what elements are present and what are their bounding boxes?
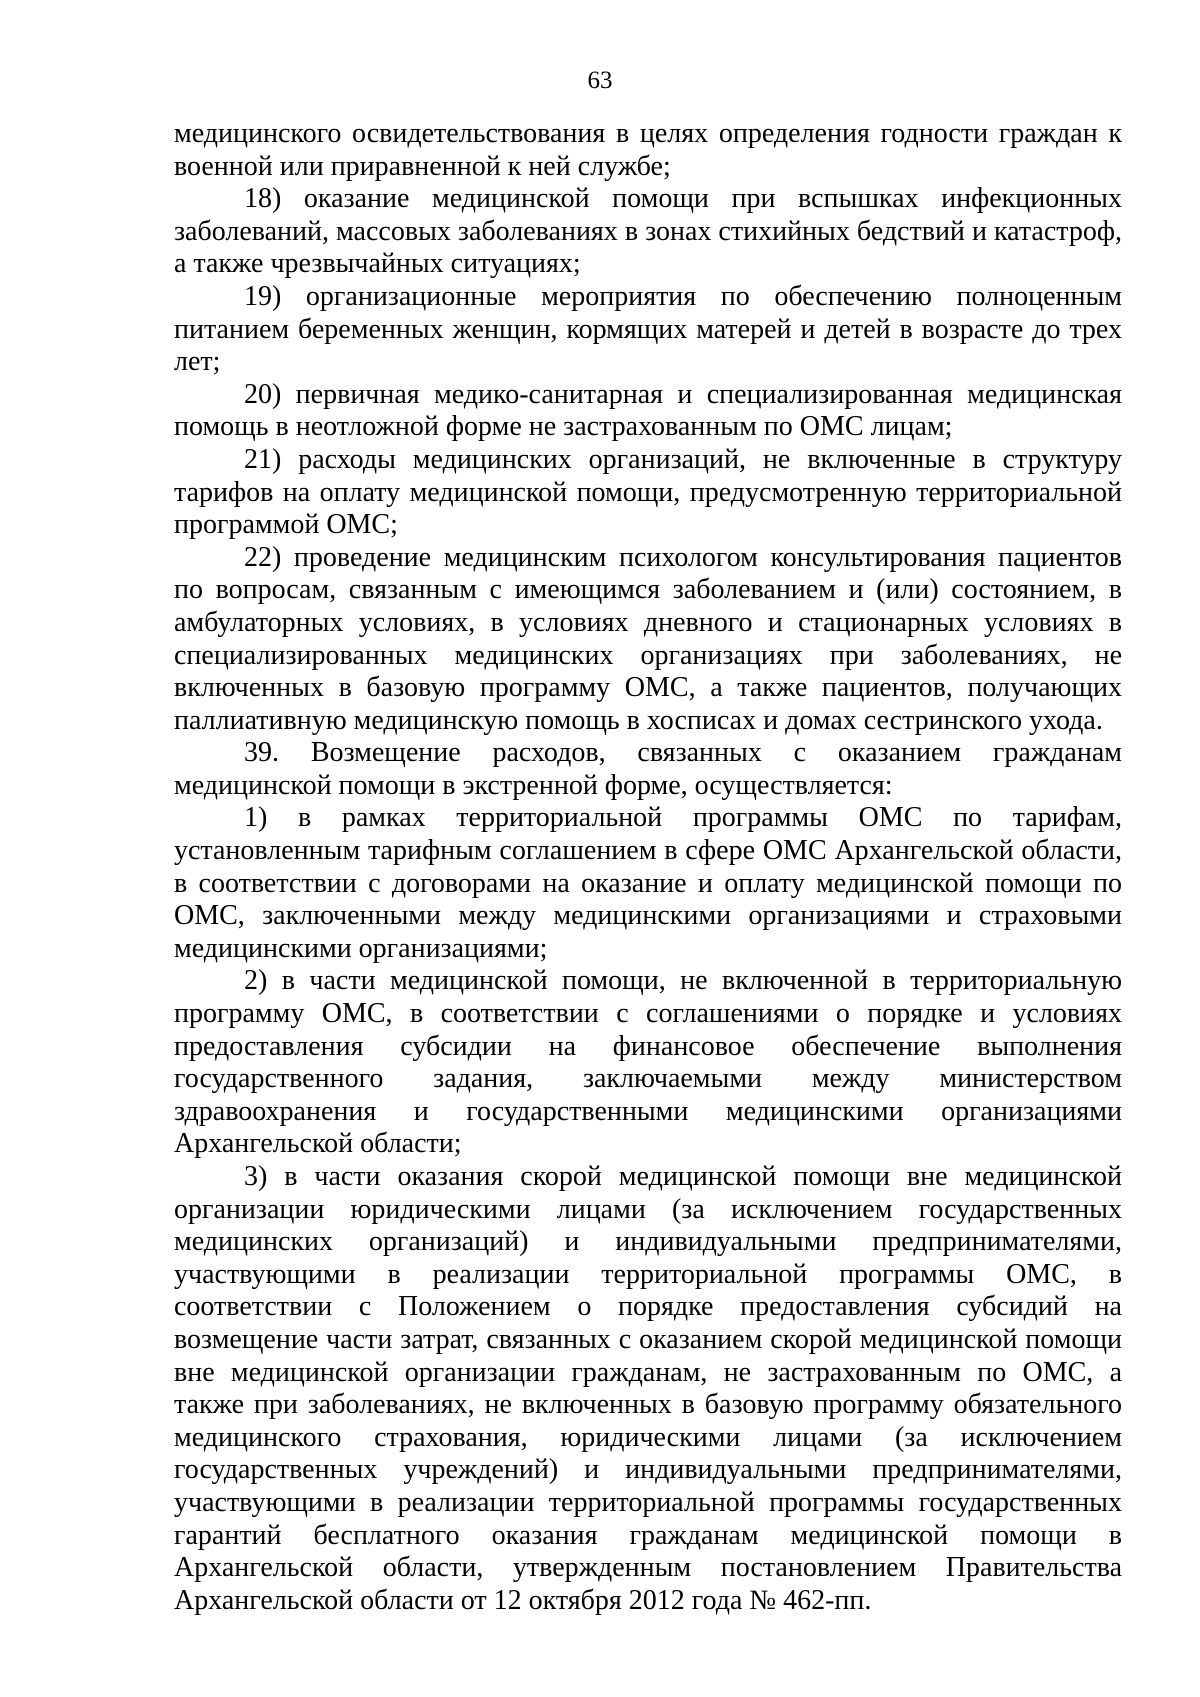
document-body (174, 118, 1122, 1617)
paragraph-section-39: 39. Возмещение расходов, связанных с оказанием гражданам медицинской помощи в экстренной форме, осуществляется: (174, 737, 1122, 801)
paragraph-item-18: 18) оказание медицинской помощи при вспышках инфекционных заболеваний, массовых заболеваниях в зонах стихийных бедствий и катастроф, а также чрезвычайных ситуациях; (174, 183, 1122, 280)
paragraph-subitem-1: 1) в рамках территориальной программы ОМС по тарифам, установленным тарифным соглашением в сфере ОМС Архангельской области, в соответствии с договорами на оказание и оплату медицинской помощи по ОМС, заключенными между медицинскими организациями и страховыми медицинскими организациями; (174, 802, 1122, 964)
paragraph-item-20: 20) первичная медико-санитарная и специализированная медицинская помощь в неотложной форме не застрахованным по ОМС лицам; (174, 378, 1122, 443)
paragraph-item-19: 19) организационные мероприятия по обеспечению полноценным питанием беременных женщин, кормящих матерей и детей в возрасте до трех лет; (174, 280, 1122, 378)
paragraph-item-21: 21) расходы медицинских организаций, не включенные в структуру тарифов на оплату медицинской помощи, предусмотренную территориальной программой ОМС; (174, 443, 1122, 541)
paragraph-continuation: медицинского освидетельствования в целях определения годности граждан к военной или приравненной к ней службе; (174, 118, 1122, 182)
page-number: 63 (587, 67, 613, 94)
paragraph-subitem-3: 3) в части оказания скорой медицинской помощи вне медицинской организации юридическими лицами (за исключением государственных медицинских организаций) и индивидуальными предпринимателями, участвующими в реализации территориальной программы ОМС, в соответствии с Положением о порядке предоставления субсидий на возмещение части затрат, связанных с оказанием скорой медицинской помощи вне медицинской организации гражданам, не застрахованным по ОМС, а также при заболеваниях, не включенных в базовую программу обязательного медицинского страхования, юридическими лицами (за исключением государственных учреждений) и индивидуальными предпринимателями, участвующими в реализации территориальной программы государственных гарантий бесплатного оказания гражданам медицинской помощи в Архангельской области, утвержденным постановлением Правительства Архангельской области от 12 октября 2012 года № 462-пп. (174, 1161, 1122, 1616)
paragraph-item-22: 22) проведение медицинским психологом консультирования пациентов по вопросам, связанным с имеющимся заболеванием и (или) состоянием, в амбулаторных условиях, в условиях дневного и стационарных условиях в специализированных медицинских организациях при заболеваниях, не включенных в базовую программу ОМС, а также пациентов, получающих паллиативную медицинскую помощь в хосписах и домах сестринского ухода. (174, 541, 1122, 736)
paragraph-subitem-2: 2) в части медицинской помощи, не включенной в территориальную программу ОМС, в соответствии с соглашениями о порядке и условиях предоставления субсидии на финансовое обеспечение выполнения государственного задания, заключаемыми между министерством здравоохранения и государственными медицинскими организациями Архангельской области; (174, 965, 1122, 1160)
